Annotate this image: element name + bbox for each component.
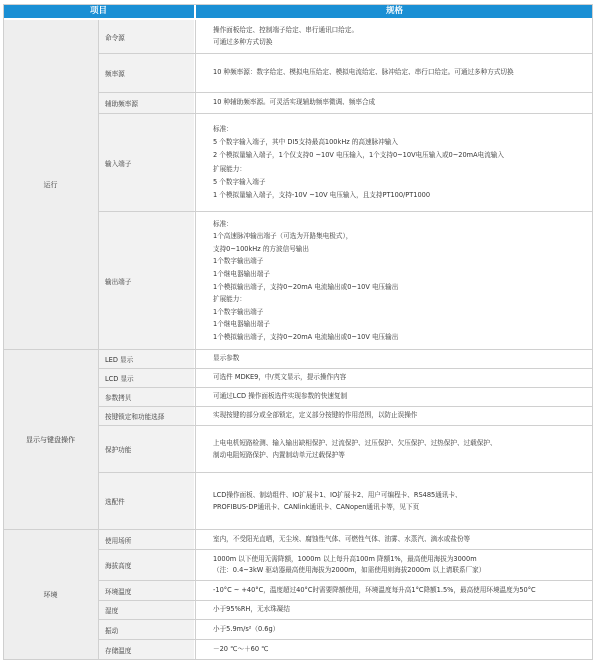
row-value: －20 ℃～＋60 ℃ xyxy=(213,645,269,654)
row-label: 使用场所 xyxy=(99,530,194,549)
divider xyxy=(99,549,593,550)
divider xyxy=(99,425,593,426)
spec-table xyxy=(3,4,593,660)
divider xyxy=(3,349,593,350)
row-label: LED 显示 xyxy=(99,350,194,368)
row-value: 1000m 以下使用无需降额，1000m 以上每升高100m 降额1%，最高使用海拔为3000m （注：0.4~3kW 驱动器最高使用海拔为2000m，如需使用则海拔2000m 以上请联系厂家） xyxy=(213,554,486,574)
row-label: 选配件 xyxy=(99,473,194,529)
row-label: 输入端子 xyxy=(99,114,194,211)
header-spec: 规格 xyxy=(196,4,593,18)
divider xyxy=(99,53,593,54)
divider xyxy=(195,20,196,660)
row-value: 可通过LCD 操作面板选件实现参数的快速复制 xyxy=(213,392,348,401)
row-value: 操作面板给定、控制端子给定、串行通讯口给定。 可通过多种方式切换 xyxy=(213,26,359,46)
row-value: 上电电机短路检测、输入输出缺相保护、过流保护、过压保护、欠压保护、过热保护、过载保护、 制动电阻短路保护、内置制动单元过载保护等 xyxy=(213,438,497,459)
row-label: 海拔高度 xyxy=(99,550,194,580)
row-label: 频率源 xyxy=(99,54,194,92)
row-value: 标准： 1个高速脉冲输出端子（可选为开路集电极式）， 支持0~100kHz 的方波信号输出 1个数字输出端子 1个继电器输出端子 1个模拟输出端子，支持0~20mA 电流输出或0~10V 电压输出 扩展能力： 1个数字输出端子 1个继电器输出端子 1个模拟输出端子，支持0~20mA 电流输出或0~10V 电压输出 xyxy=(213,219,399,341)
divider xyxy=(98,20,99,660)
divider xyxy=(99,92,593,93)
row-label: 按键锁定和功能选择 xyxy=(99,407,194,425)
category-operation: 运行 xyxy=(3,20,98,349)
divider xyxy=(99,113,593,114)
category-display-keyboard: 显示与键盘操作 xyxy=(3,350,98,529)
row-value: 实现按键的部分或全部锁定，定义部分按键的作用范围，以防止误操作 xyxy=(213,411,418,420)
row-value: 10 种频率源：数字给定、模拟电压给定、模拟电流给定、脉冲给定、串行口给定。可通过多种方式切换 xyxy=(213,68,514,77)
row-value: 显示参数 xyxy=(213,354,240,363)
row-value: 10 种辅助频率源。可灵活实现辅助频率微调、频率合成 xyxy=(213,98,376,107)
row-label: 保护功能 xyxy=(99,426,194,472)
row-value: 可选件 MDKE9，中/英文显示，提示操作内容 xyxy=(213,373,347,382)
divider xyxy=(99,639,593,640)
row-label: 存储温度 xyxy=(99,640,194,660)
row-label: 振动 xyxy=(99,620,194,639)
header-item: 项目 xyxy=(3,4,194,18)
row-value: -10°C ~ +40°C，温度超过40°C时需要降额使用，环境温度每升高1°C降额1.5%，最高使用环境温度为50°C xyxy=(213,585,536,594)
row-value: LCD操作面板、制动组件、IO扩展卡1、IO扩展卡2、用户可编程卡、RS485通讯卡、 PROFIBUS-DP通讯卡、CANlink通讯卡、CANopen通讯卡等，见下页 xyxy=(213,490,462,511)
row-label: LCD 显示 xyxy=(99,369,194,387)
divider xyxy=(99,580,593,581)
row-label: 辅助频率源 xyxy=(99,93,194,113)
divider xyxy=(99,368,593,369)
divider xyxy=(99,211,593,212)
row-value: 小于5.9m/s²（0.6g） xyxy=(213,624,280,633)
divider xyxy=(3,529,593,530)
divider xyxy=(99,619,593,620)
divider xyxy=(99,387,593,388)
row-value: 标准： 5 个数字输入端子，其中 DI5支持最高100kHz 的高速脉冲输入 2 个模拟量输入端子，1个仅支持0 ~10V 电压输入，1个支持0~10V电压输入或0~20mA电流输入 扩展能力： 5 个数字输入端子 1 个模拟量输入端子，支持-10V ~10V 电压输入，且支持PT100/PT1000 xyxy=(213,124,504,199)
divider xyxy=(99,406,593,407)
row-label: 湿度 xyxy=(99,601,194,619)
row-value: 小于95%RH，无水珠凝结 xyxy=(213,605,290,614)
row-label: 环境温度 xyxy=(99,581,194,600)
row-label: 输出端子 xyxy=(99,212,194,349)
row-label: 命令源 xyxy=(99,20,194,53)
divider xyxy=(99,472,593,473)
category-environment: 环境 xyxy=(3,530,98,660)
row-label: 参数拷贝 xyxy=(99,388,194,406)
divider xyxy=(99,600,593,601)
row-value: 室内，不受阳光直晒，无尘埃、腐蚀性气体、可燃性气体、油雾、水蒸汽、滴水或盐份等 xyxy=(213,534,471,543)
